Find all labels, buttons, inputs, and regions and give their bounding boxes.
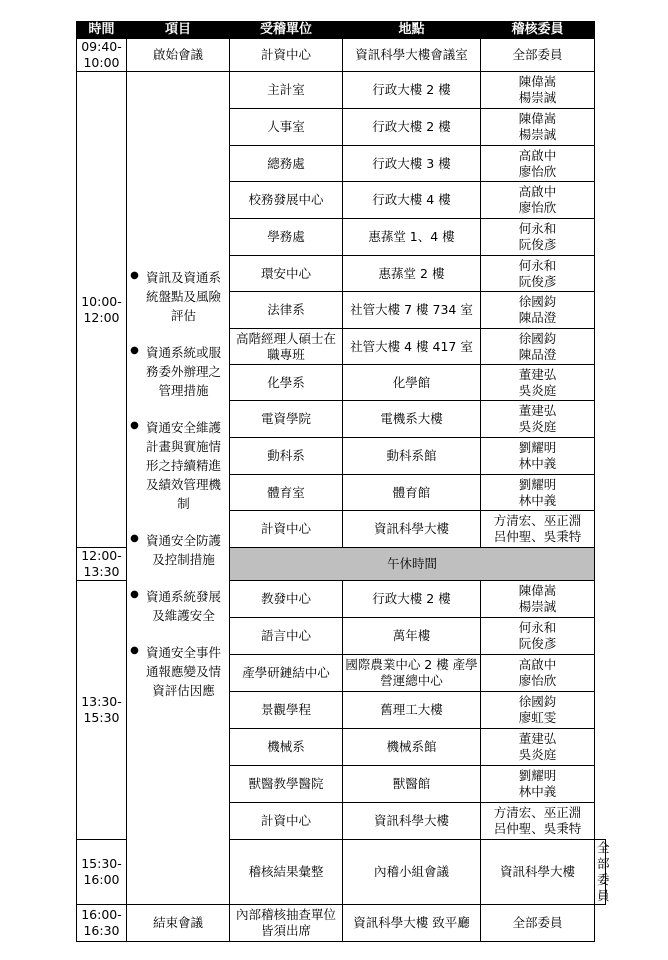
place-cell: 行政大樓 3 樓: [343, 146, 481, 182]
closing-row: [77, 905, 606, 942]
reviewers-cell: 徐國鈞 廖虹雯: [481, 692, 595, 729]
reviewers-cell: 董建弘 吳炎庭: [481, 401, 595, 438]
unit-cell: 法律系: [230, 292, 343, 329]
results-place: 資訊科學大樓: [481, 840, 595, 905]
place-cell: 行政大樓 4 樓: [343, 182, 481, 219]
unit-cell: 總務處: [230, 146, 343, 182]
reviewers-cell: 陳偉嵩 楊崇誠: [481, 72, 595, 109]
unit-cell: 產學研鏈結中心: [230, 655, 343, 692]
afternoon-time: 13:30-15:30: [77, 581, 127, 840]
bullet-icon: ●: [130, 270, 139, 281]
reviewers-cell: 方清宏、巫正淵 呂仲聖、吳秉特: [481, 511, 595, 548]
place-cell: 機械系館: [343, 729, 481, 766]
bullet-icon: ●: [130, 589, 139, 600]
list-item: ● 資通系統發展及維護安全: [130, 589, 221, 623]
audit-schedule-table: [76, 21, 610, 942]
bullet-icon: ●: [130, 345, 139, 356]
place-cell: 舊理工大樓: [343, 692, 481, 729]
reviewers-cell: 高啟中 廖怡欣: [481, 655, 595, 692]
reviewers-cell: 方清宏、巫正淵 呂仲聖、吳秉特: [481, 803, 595, 840]
list-item: ● 資通安全事件通報應變及情資評估因應: [130, 645, 221, 698]
unit-cell: 人事室: [230, 109, 343, 146]
lunch-time: 12:00-13:30: [77, 548, 127, 581]
bullet-icon: ●: [130, 420, 139, 431]
header-time: 時間: [77, 22, 127, 39]
place-cell: 國際農業中心 2 樓 產學營運總中心: [343, 655, 481, 692]
place-cell: 化學館: [343, 365, 481, 401]
unit-cell: 動科系: [230, 438, 343, 475]
results-reviewers: 全部委員: [595, 840, 606, 905]
unit-cell: 電資學院: [230, 401, 343, 438]
unit-cell: 環安中心: [230, 256, 343, 292]
place-cell: 惠蓀堂 1、4 樓: [343, 219, 481, 256]
opening-row: [77, 39, 606, 72]
reviewers-cell: 何永和 阮俊彥: [481, 256, 595, 292]
place-cell: 行政大樓 2 樓: [343, 581, 481, 618]
opening-time: 09:40-10:00: [77, 39, 127, 72]
header-reviewers: 稽核委員: [481, 22, 595, 39]
audit-items: [127, 72, 230, 905]
opening-unit: 計資中心: [230, 39, 343, 72]
unit-cell: 高階經理人碩士在職專班: [230, 329, 343, 365]
place-cell: 行政大樓 2 樓: [343, 72, 481, 109]
header-place: 地點: [343, 22, 481, 39]
list-item: ● 資通系統或服務委外辦理之管理措施: [130, 345, 221, 398]
place-cell: 惠蓀堂 2 樓: [343, 256, 481, 292]
unit-cell: 計資中心: [230, 511, 343, 548]
unit-cell: 體育室: [230, 475, 343, 511]
unit-cell: 獸醫教學醫院: [230, 766, 343, 803]
place-cell: 社管大樓 7 樓 734 室: [343, 292, 481, 329]
place-cell: 資訊科學大樓: [343, 803, 481, 840]
unit-cell: 化學系: [230, 365, 343, 401]
list-item: ● 資通安全維護計畫與實施情形之持續精進及績效管理機制: [130, 420, 221, 511]
results-time: 15:30-16:00: [77, 840, 127, 905]
reviewers-cell: 何永和 阮俊彥: [481, 618, 595, 655]
reviewers-cell: 劉耀明 林中義: [481, 475, 595, 511]
reviewers-cell: 劉耀明 林中義: [481, 438, 595, 475]
closing-time: 16:00-16:30: [77, 905, 127, 942]
bullet-icon: ●: [130, 533, 139, 544]
place-cell: 電機系大樓: [343, 401, 481, 438]
header-row: [77, 22, 606, 39]
closing-place: 資訊科學大樓 致平廳: [343, 905, 481, 942]
unit-cell: 機械系: [230, 729, 343, 766]
reviewers-cell: 徐國鈞 陳品澄: [481, 329, 595, 365]
closing-item: 結束會議: [127, 905, 230, 942]
header-item: 項目: [127, 22, 230, 39]
closing-unit: 內部稽核抽查單位皆須出席: [230, 905, 343, 942]
unit-cell: 學務處: [230, 219, 343, 256]
place-cell: 體育館: [343, 475, 481, 511]
list-item: ● 資通安全防護及控制措施: [130, 533, 221, 567]
lunch-label: 午休時間: [230, 548, 595, 581]
place-cell: 萬年樓: [343, 618, 481, 655]
opening-reviewers: 全部委員: [481, 39, 595, 72]
unit-cell: 語言中心: [230, 618, 343, 655]
reviewers-cell: 董建弘 吳炎庭: [481, 365, 595, 401]
place-cell: 動科系館: [343, 438, 481, 475]
morning-time: 10:00-12:00: [77, 72, 127, 548]
place-cell: 資訊科學大樓: [343, 511, 481, 548]
place-cell: 獸醫館: [343, 766, 481, 803]
reviewers-cell: 何永和 阮俊彥: [481, 219, 595, 256]
unit-cell: 校務發展中心: [230, 182, 343, 219]
reviewers-cell: 董建弘 吳炎庭: [481, 729, 595, 766]
place-cell: 社管大樓 4 樓 417 室: [343, 329, 481, 365]
header-unit: 受稽單位: [230, 22, 343, 39]
list-item: ● 資訊及資通系統盤點及風險評估: [130, 270, 221, 323]
reviewers-cell: 劉耀明 林中義: [481, 766, 595, 803]
closing-reviewers: 全部委員: [481, 905, 595, 942]
unit-cell: 計資中心: [230, 803, 343, 840]
reviewers-cell: 高啟中 廖怡欣: [481, 182, 595, 219]
reviewers-cell: 陳偉嵩 楊崇誠: [481, 109, 595, 146]
opening-place: 資訊科學大樓會議室: [343, 39, 481, 72]
results-item: 稽核結果彙整: [230, 840, 343, 905]
opening-item: 啟始會議: [127, 39, 230, 72]
unit-cell: 景觀學程: [230, 692, 343, 729]
place-cell: 行政大樓 2 樓: [343, 109, 481, 146]
unit-cell: 教發中心: [230, 581, 343, 618]
reviewers-cell: 陳偉嵩 楊崇誠: [481, 581, 595, 618]
table-row: [77, 72, 606, 109]
bullet-icon: ●: [130, 645, 139, 656]
unit-cell: 主計室: [230, 72, 343, 109]
reviewers-cell: 徐國鈞 陳品澄: [481, 292, 595, 329]
reviewers-cell: 高啟中 廖怡欣: [481, 146, 595, 182]
results-unit: 內稽小組會議: [343, 840, 481, 905]
